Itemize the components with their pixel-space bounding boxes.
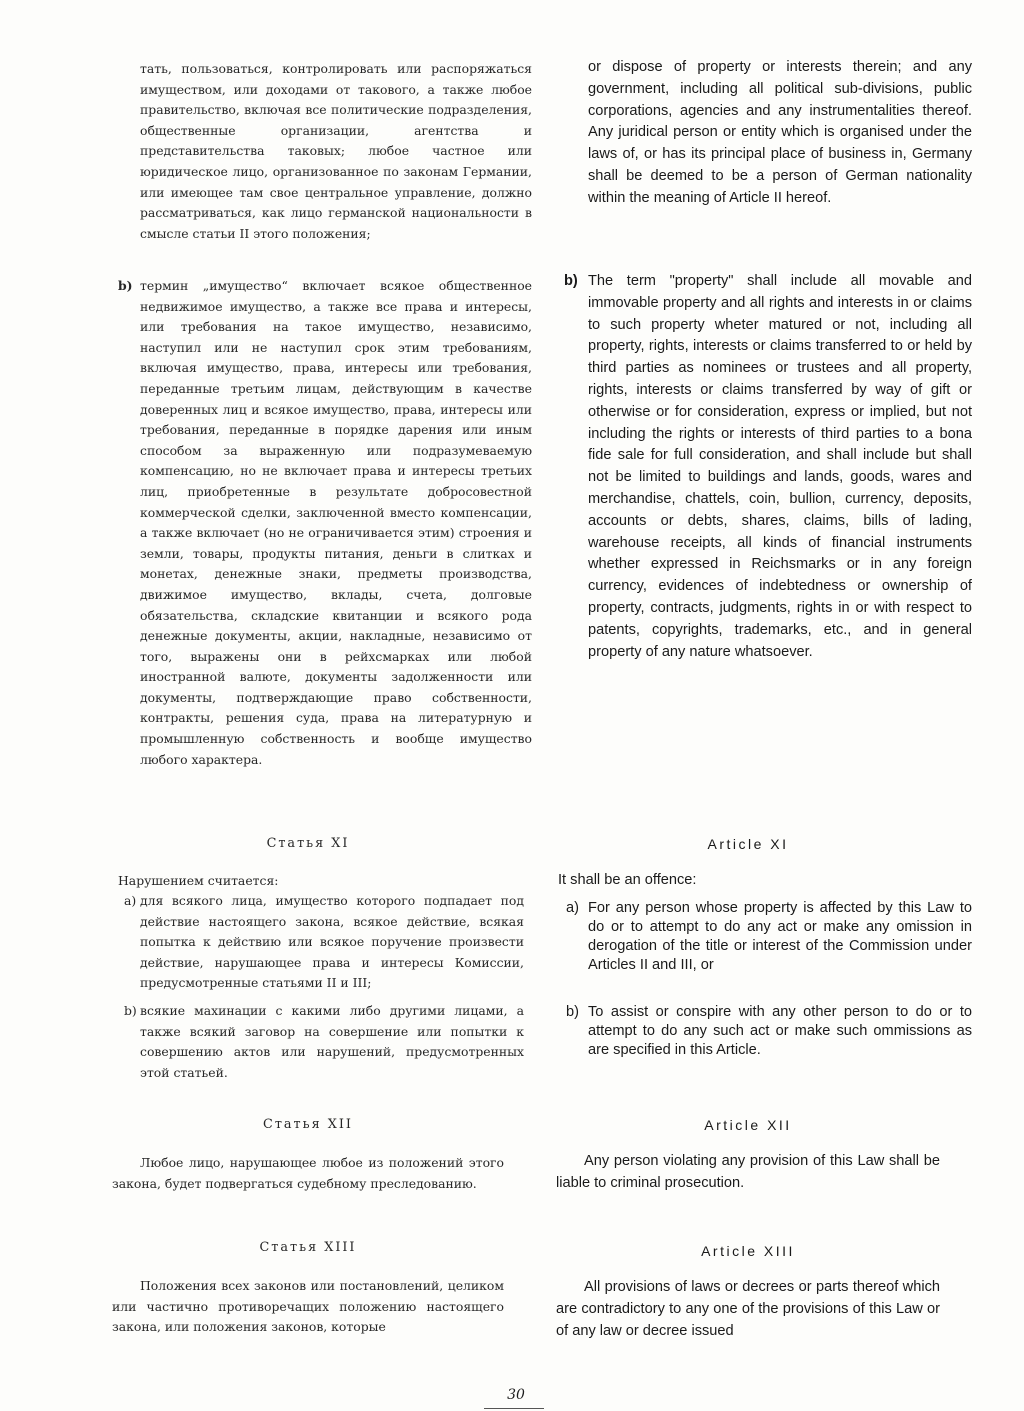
ru-article-13-text: Положения всех законов или постановлений, целиком или частично противоречащих положению настоящего закона, или положения законов, которые <box>112 1278 504 1335</box>
ru-article-11-item-b-marker: b) <box>124 1003 137 1018</box>
en-article-11-item-a <box>556 899 972 975</box>
ru-item-b-text: термин „имущество“ включает всякое общественное недвижимое имущество, а также все права и интересы, или требования на такое имущество, независимо, наступил или не наступил срок этим требованиям, включая имущество, права, интересы или требования, переданные третьим лицам, действующим в качестве доверенных лиц и всякое имущество, права, интересы или требования, переданные в порядке дарения или иным способом за выраженную или подразумеваемую компенсацию, но не включает права и интересы третьих лиц, приобретенные в результате добросовестной коммерческой сделки, заключенной вместо компенсации, а также включает (но не ограничивается этим) строения и земли, товары, продукты питания, деньги в слитках и монетах, денежные знаки, предметы производства, движимое имущество, вклады, счета, долговые обязательства, складские квитанции и всякого рода денежные документы, акции, накладные, независимо от того, выражены они в рейхсмарках или любой иностранной валюте, документы задолженности или документы, подтверждающие право собственности, контракты, решения суда, права на литературную и промышленную собственность и вообще имущество любого характера. <box>140 278 532 767</box>
ru-article-11-item-b-text: всякие махинации с какими либо другими лицами, а также всякий заговор на совершение или попытки к совершению актов или нарушений, предусмотренных этой статьей. <box>140 1003 524 1080</box>
en-intro-continuation: or dispose of property or interests therein; and any government, including all political sub-divisions, public corporations, agencies and any instrumentalities thereof. Any juridical person or entity which is organised under the laws of, or has its principal place of business in, Germany shall be deemed to be a person of German nationality within the meaning of Article II hereof. <box>588 59 972 206</box>
page-number: 30 <box>507 1387 525 1403</box>
ru-article-13-heading: Статья XIII <box>259 1240 357 1255</box>
en-article-11-item-a-text: For any person whose property is affected by this Law to do or to attempt to do any act or make any omission in derogation of the title or interest of the Commission under Articles II and III, or <box>588 900 972 973</box>
en-article-13-text: All provisions of laws or decrees or parts thereof which are contradictory to any one of the provisions of this Law or of any law or decree issued <box>556 1279 940 1339</box>
en-article-13-heading: Article XIII <box>701 1243 795 1259</box>
ru-article-11-intro: Нарушением считается: <box>118 873 279 888</box>
ru-article-12-heading: Статья XII <box>263 1117 353 1132</box>
en-article-11-item-b <box>556 1003 972 1060</box>
en-article-11-item-b-marker: b) <box>566 1004 579 1020</box>
ru-article-11-item-a-text: для всякого лица, имущество которого подпадает под действие настоящего закона, всякое действие, всякая попытка к действию или всякое поручение произвести действие, нарушающее права и интересы Комиссии, предусмотренные статьями II и III; <box>140 893 524 991</box>
en-article-11-intro: It shall be an offence: <box>558 872 697 888</box>
en-item-b <box>556 271 972 663</box>
ru-intro-continuation: тать, пользоваться, контролировать или распоряжаться имуществом, или доходами от такового, а также любое правительство, включая все политические подразделения, общественные организации, агентства и представительства таковых; любое частное или юридическое лицо, организованное по законам Германии, или имеющее там свое центральное управление, должно рассматриваться, как лицо германской национальности в смысле статьи II этого положения; <box>140 61 532 241</box>
ru-article-12-text: Любое лицо, нарушающее любое из положений этого закона, будет подвергаться судебному преследованию. <box>112 1155 504 1191</box>
ru-item-b <box>112 276 532 770</box>
en-article-11-item-a-marker: a) <box>566 900 579 916</box>
en-item-b-marker: b) <box>564 273 578 289</box>
en-article-12-text: Any person violating any provision of this Law shall be liable to criminal prosecution. <box>556 1153 940 1191</box>
ru-article-11-item-a-marker: a) <box>124 893 137 908</box>
ru-article-11-heading: Статья XI <box>266 836 350 851</box>
en-article-11-item-b-text: To assist or conspire with any other person to do or to attempt to do any such act or make such ommissions as are specified in this Article. <box>588 1004 972 1058</box>
ru-item-b-marker: b) <box>118 278 133 293</box>
ru-article-11-item-a <box>120 891 524 994</box>
en-article-12-heading: Article XII <box>704 1117 792 1133</box>
page-number-underline <box>484 1408 544 1409</box>
ru-article-11-item-b <box>120 1001 524 1083</box>
en-item-b-text: The term "property" shall include all movable and immovable property and all rights and interests in or claims to such property wheter matured or not, including all property, rights, interests or claims transferred to or held by third parties as nominees or trustees and all property, rights, interests or claims transferred by way of gift or otherwise or for consideration, express or implied, but not including the rights or interests of third parties to a bona fide sale for full consideration, and shall include but shall not be limited to buildings and lands, goods, wares and merchandise, chattels, coin, bullion, currency, deposits, accounts or debts, shares, claims, bills of lading, warehouse receipts, all kinds of financial instruments whether expressed in Reichsmarks or in any foreign currency, evidences of indebtedness or ownership of property, contracts, judgments, rights in or with respect to patents, copyrights, trademarks, etc., and in general property of any nature whatsoever. <box>588 273 972 660</box>
en-article-11-heading: Article XI <box>707 836 789 852</box>
